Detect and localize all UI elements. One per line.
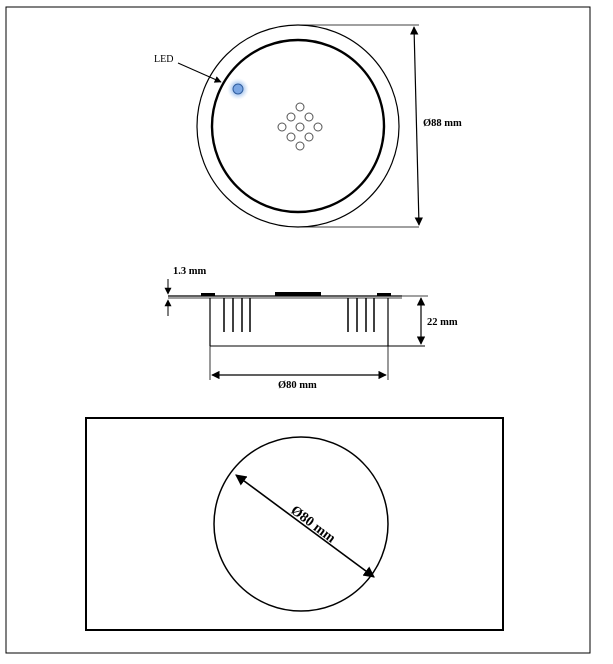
sensor-dot [287,113,295,121]
outer-diameter-label: Ø88 mm [423,118,462,129]
flange-clip-left [201,293,215,296]
height-label: 22 mm [427,317,458,328]
cutout-view [86,418,503,630]
outer-diameter-dimension-arrow [414,27,419,225]
inner-lens-circle [212,40,384,212]
cutout-frame [86,418,503,630]
sensor-dot [305,113,313,121]
lip-thickness-label: 1.3 mm [173,266,207,277]
side-view [168,266,458,391]
sensor-dot [287,133,295,141]
flange-lens-bump [275,292,321,296]
led-dot [233,84,243,94]
cutout-diameter-label: Ø80 mm [287,503,338,547]
outer-rim-circle [197,25,399,227]
top-view [154,25,462,227]
led-leader-arrow [178,63,221,82]
sensor-dot [296,103,304,111]
sensor-dot [305,133,313,141]
sensor-dot [296,142,304,150]
body-diameter-label: Ø80 mm [278,380,317,391]
flange-clip-right [377,293,391,296]
led-indicator [227,78,249,100]
sensor-dot [314,123,322,131]
led-label: LED [154,54,174,65]
sensor-dot [278,123,286,131]
sensor-cluster [278,103,322,150]
spring-fins-right [348,298,374,332]
sensor-dot [296,123,304,131]
spring-fins-left [224,298,250,332]
